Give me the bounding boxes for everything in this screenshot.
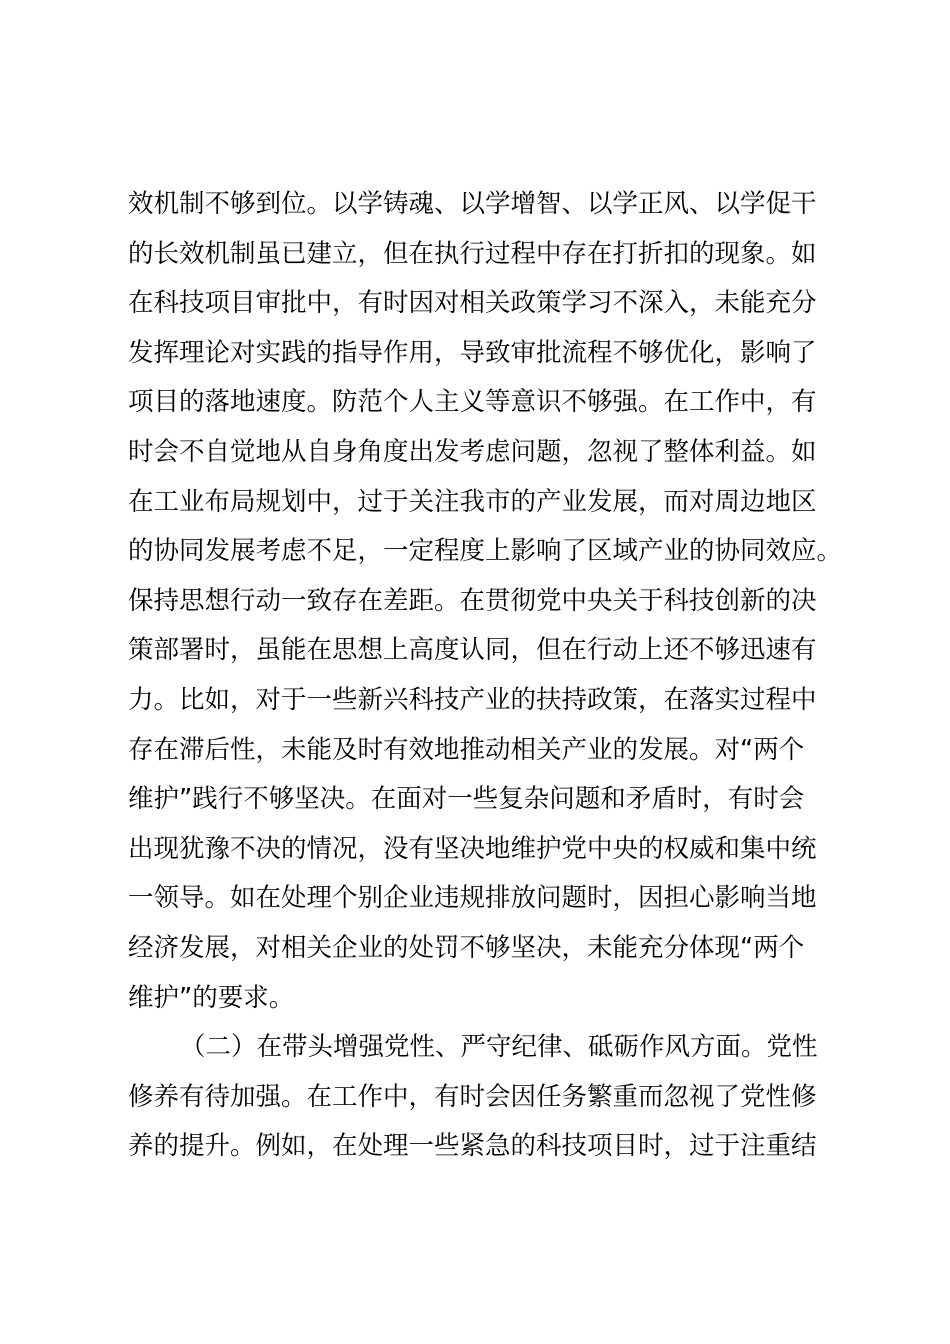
text-line: 修养有待加强。在工作中，有时会因任务繁重而忽视了党性修 xyxy=(128,1081,817,1112)
text-line: 经济发展，对相关企业的处罚不够坚决，未能充分体现“两个 xyxy=(128,932,805,963)
text-line: 出现犹豫不决的情况，没有坚决地维护党中央的权威和集中统 xyxy=(128,833,817,864)
text-line: 保持思想行动一致存在差距。在贯彻党中央关于科技创新的决 xyxy=(128,585,817,616)
text-line: 维护”践行不够坚决。在面对一些复杂问题和矛盾时，有时会 xyxy=(128,784,805,815)
body-text xyxy=(128,180,848,1172)
text-line: 维护”的要求。 xyxy=(128,982,295,1013)
section-heading-line: （二）在带头增强党性、严守纪律、砥砺作风方面。党性 xyxy=(180,1032,818,1063)
text-line: 存在滞后性，未能及时有效地推动相关产业的发展。对“两个 xyxy=(128,734,805,765)
text-line: 时会不自觉地从自身角度出发考虑问题，忽视了整体利益。如 xyxy=(128,436,817,467)
text-line: 效机制不够到位。以学铸魂、以学增智、以学正风、以学促干 xyxy=(128,189,817,219)
text-line: 策部署时，虽能在思想上高度认同，但在行动上还不够迅速有 xyxy=(128,635,817,666)
text-line: 一领导。如在处理个别企业违规排放问题时，因担心影响当地 xyxy=(128,883,817,914)
text-line: 在工业布局规划中，过于关注我市的产业发展，而对周边地区 xyxy=(128,486,817,517)
text-line: 项目的落地速度。防范个人主义等意识不够强。在工作中，有 xyxy=(128,387,817,418)
text-line: 力。比如，对于一些新兴科技产业的扶持政策，在落实过程中 xyxy=(128,684,817,715)
text-line: 发挥理论对实践的指导作用，导致审批流程不够优化，影响了 xyxy=(128,337,817,368)
text-line: 养的提升。例如，在处理一些紧急的科技项目时，过于注重结 xyxy=(128,1131,817,1162)
text-line: 在科技项目审批中，有时因对相关政策学习不深入，未能充分 xyxy=(128,288,817,319)
text-line: 的协同发展考虑不足，一定程度上影响了区域产业的协同效应。 xyxy=(128,536,843,567)
text-line: 的长效机制虽已建立，但在执行过程中存在打折扣的现象。如 xyxy=(128,238,817,269)
